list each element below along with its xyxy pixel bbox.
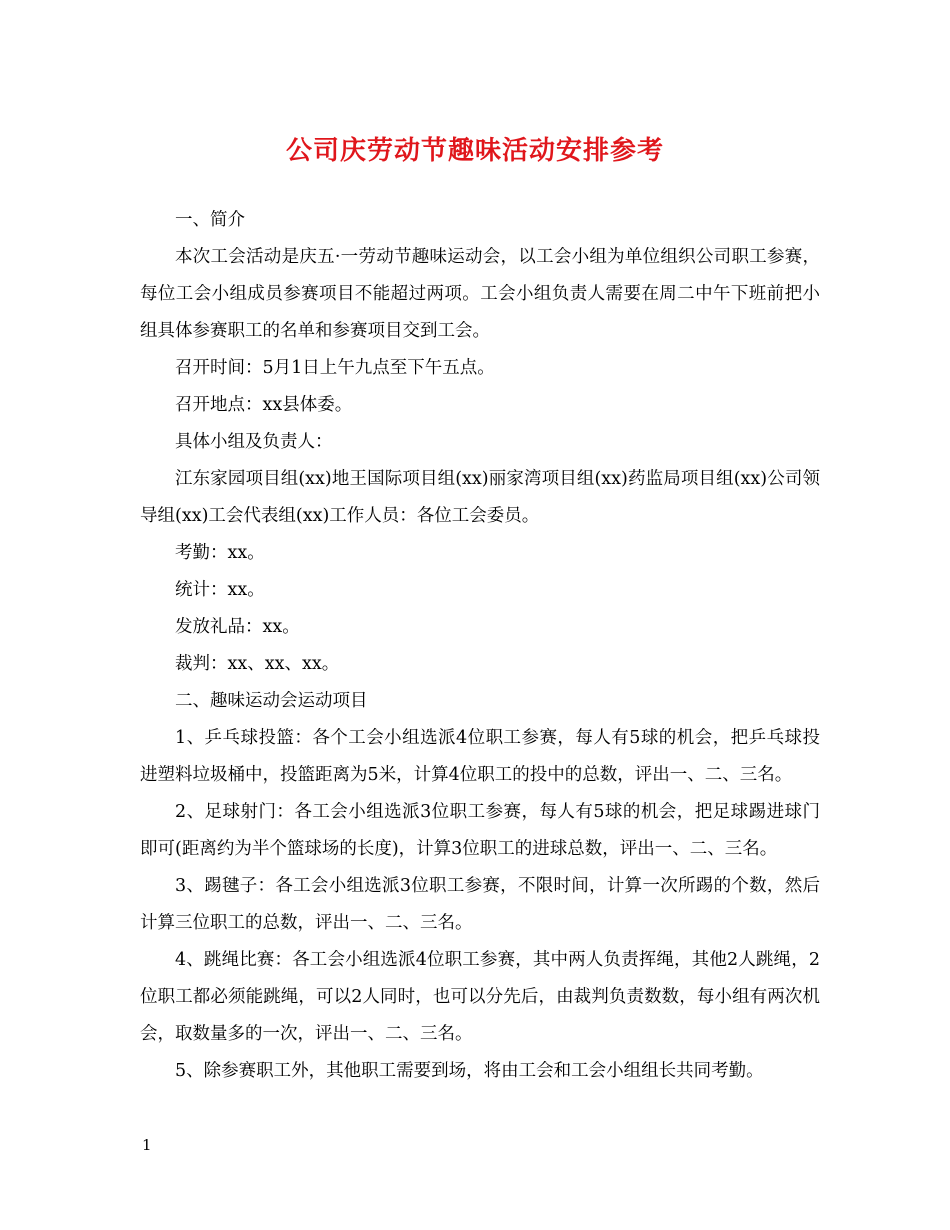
paragraph-event-2: 2、足球射门：各工会小组选派3位职工参赛，每人有5球的机会，把足球踢进球门即可(距离约为半个篮球场的长度)，计算3位职工的进球总数，评出一、二、三名。 bbox=[140, 802, 820, 859]
paragraph-event-1: 1、乒乓球投篮：各个工会小组选派4位职工参赛，每人有5球的机会，把乒乓球投进塑料垃圾桶中，投篮距离为5米，计算4位职工的投中的总数，评出一、二、三名。 bbox=[140, 728, 820, 785]
paragraph-location: 召开地点：xx县体委。 bbox=[175, 395, 353, 415]
paragraph-intro: 本次工会活动是庆五·一劳动节趣味运动会，以工会小组为单位组织公司职工参赛，每位工会小组成员参赛项目不能超过两项。工会小组负责人需要在周二中午下班前把小组具体参赛职工的名单和参赛项目交到工会。 bbox=[140, 247, 820, 341]
paragraph-gifts: 发放礼品：xx。 bbox=[175, 617, 300, 637]
paragraph-referees: 裁判：xx、xx、xx。 bbox=[175, 654, 340, 674]
paragraph-groups-heading: 具体小组及负责人： bbox=[175, 432, 333, 452]
paragraph-event-5: 5、除参赛职工外，其他职工需要到场，将由工会和工会小组组长共同考勤。 bbox=[175, 1061, 764, 1081]
paragraph-attendance: 考勤：xx。 bbox=[175, 543, 265, 563]
paragraph-statistics: 统计：xx。 bbox=[175, 580, 265, 600]
paragraph-groups: 江东家园项目组(xx)地王国际项目组(xx)丽家湾项目组(xx)药监局项目组(xx)公司领导组(xx)工会代表组(xx)工作人员：各位工会委员。 bbox=[140, 469, 820, 526]
page-number: 1 bbox=[142, 1136, 152, 1154]
paragraph-intro-heading: 一、简介 bbox=[175, 210, 245, 230]
document-body bbox=[140, 202, 820, 1090]
paragraph-event-3: 3、踢毽子：各工会小组选派3位职工参赛，不限时间，计算一次所踢的个数，然后计算三位职工的总数，评出一、二、三名。 bbox=[140, 876, 820, 933]
paragraph-time: 召开时间：5月1日上午九点至下午五点。 bbox=[175, 358, 495, 378]
document-title: 公司庆劳动节趣味活动安排参考 bbox=[285, 136, 664, 166]
paragraph-event-4: 4、跳绳比赛：各工会小组选派4位职工参赛，其中两人负责挥绳，其他2人跳绳，2位职工都必须能跳绳，可以2人同时，也可以分先后，由裁判负责数数，每小组有两次机会，取数量多的一次，评出一、二、三名。 bbox=[140, 950, 820, 1044]
paragraph-events-heading: 二、趣味运动会运动项目 bbox=[175, 691, 368, 711]
